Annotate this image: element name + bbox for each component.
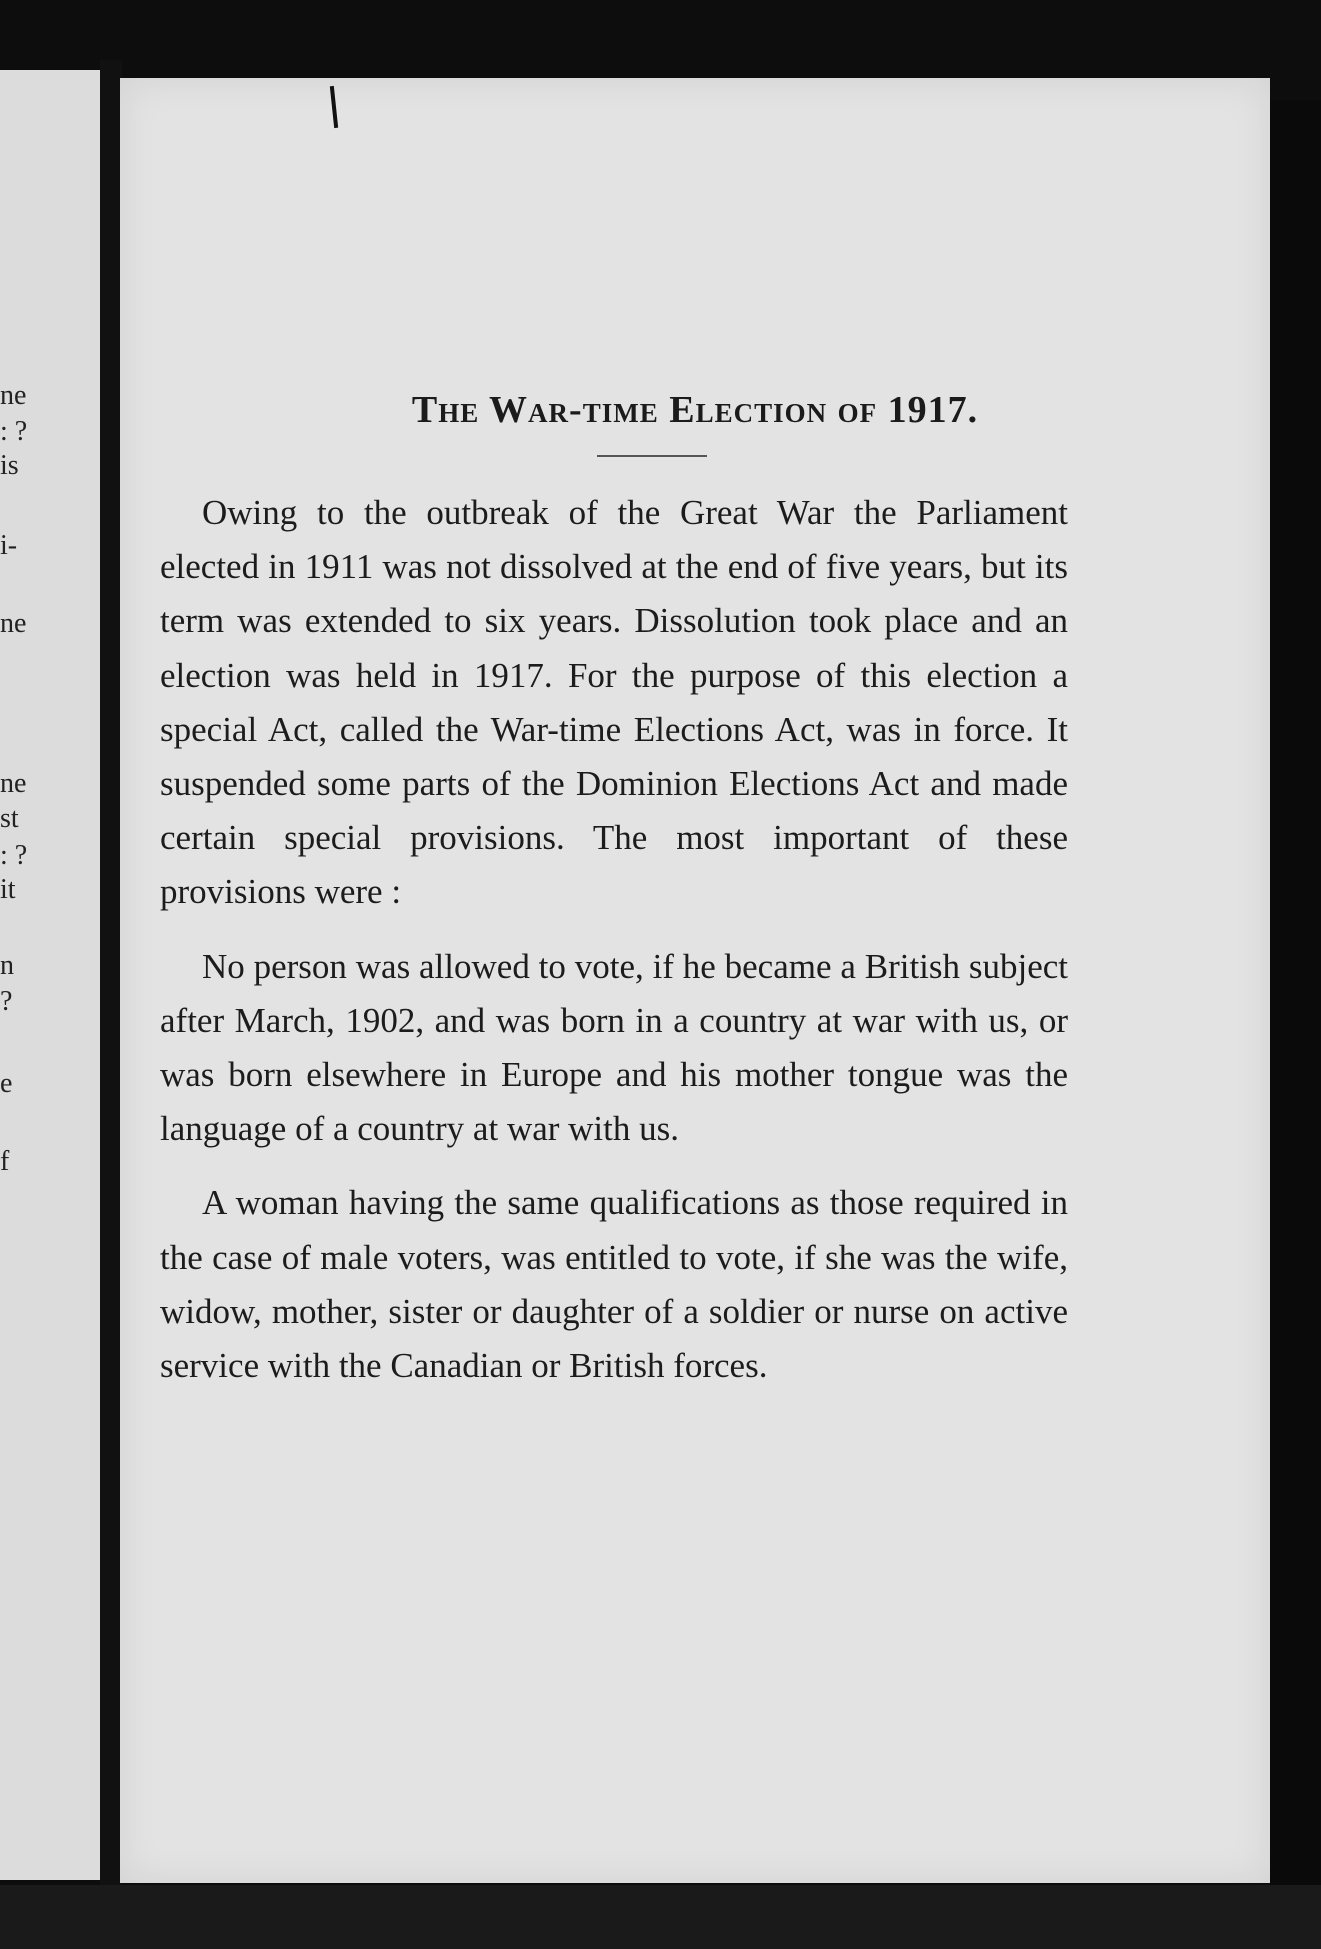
paragraph: Owing to the outbreak of the Great War the Parliament elected in 1911 was not dissolved at the end of five years, but its term was extended to six years. Dissolution took place and an election was held in 1917. For the purpose of this election a special Act, called the War-time Elections Act, was in force. It suspended some parts of the Dominion Elections Act and made certain special provisions. The most important of these provisions were : <box>160 493 1068 912</box>
left-text-fragment: ne <box>0 380 27 411</box>
left-text-fragment: e <box>0 1068 13 1099</box>
page-title: The War-time Election of 1917. <box>411 389 979 431</box>
title-rule <box>597 455 707 457</box>
left-page-fragment <box>0 70 100 1880</box>
left-text-fragment: it <box>0 874 16 905</box>
paragraph: No person was allowed to vote, if he became a British subject after March, 1902, and was born in a country at war with us, or was born elsewhere in Europe and his mother tongue was the language of a country at war with us. <box>160 946 1068 1149</box>
ink-mark <box>330 86 338 128</box>
left-text-fragment: ? <box>0 986 13 1017</box>
paragraph: A woman having the same qualifications as those required in the case of male voters, was entitled to vote, if she was the wife, widow, mother, sister or daughter of a soldier or nurse on active service with the Canadian or British forces. <box>160 1183 1068 1386</box>
left-text-fragment: f <box>0 1146 10 1177</box>
left-text-fragment: ne <box>0 768 27 799</box>
left-text-fragment: : ? <box>0 840 28 871</box>
left-text-fragment: : ? <box>0 416 28 447</box>
book-page <box>120 78 1270 1883</box>
scan-border-bottom <box>0 1885 1321 1949</box>
left-text-fragment: is <box>0 450 19 481</box>
left-text-fragment: ne <box>0 608 27 639</box>
left-text-fragment: st <box>0 803 19 834</box>
book-spine <box>100 60 122 1890</box>
left-text-fragment: n <box>0 950 14 981</box>
left-text-fragment: i- <box>0 530 18 561</box>
scan-border-right <box>1270 100 1321 1890</box>
page-body <box>160 486 1068 1413</box>
